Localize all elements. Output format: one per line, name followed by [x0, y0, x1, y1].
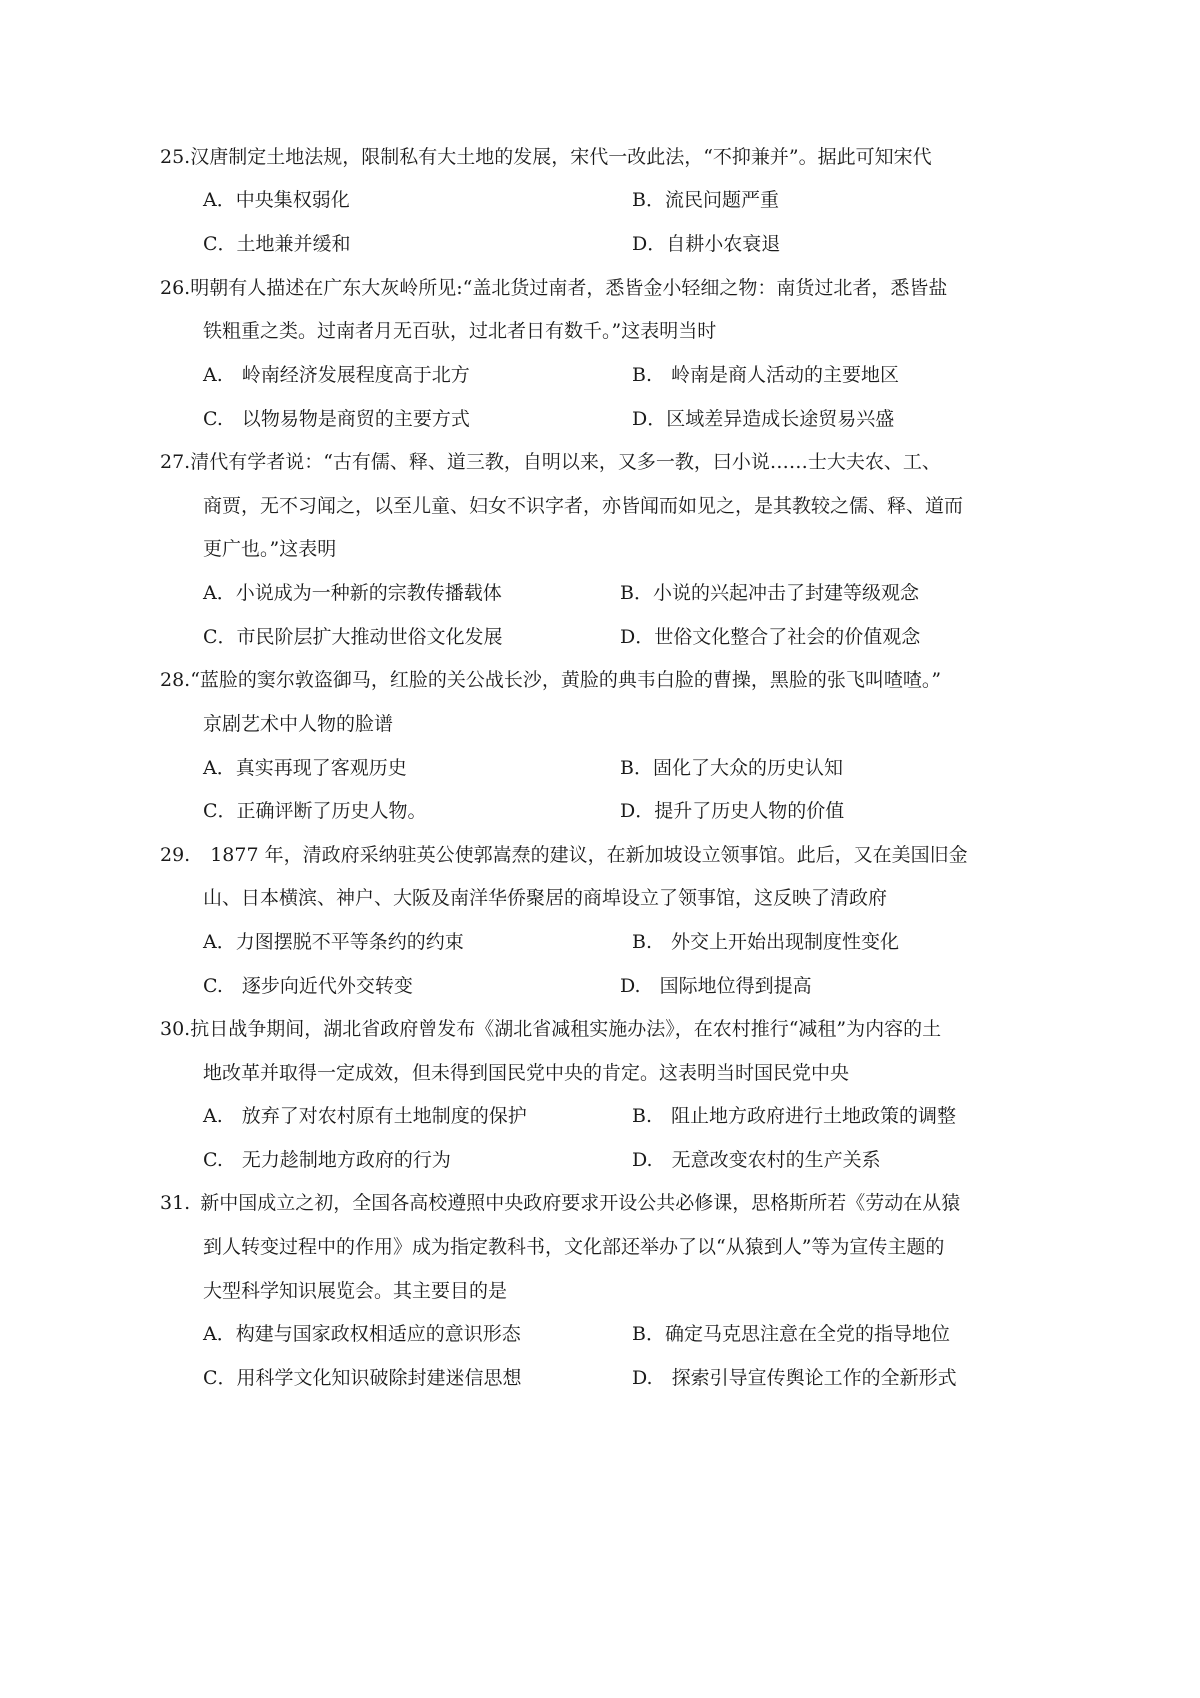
question-25-option-b: B．流民问题严重	[632, 189, 779, 211]
question-26-option-c: C. 以物易物是商贸的主要方式	[203, 408, 470, 430]
question-stem: 抗日战争期间，湖北省政府曾发布《湖北省减租实施办法》，在农村推行“减租”为内容的土	[190, 1018, 942, 1040]
question-number: 25.	[160, 146, 191, 168]
question-stem: 新中国成立之初，全国各高校遵照中央政府要求开设公共必修课，思格斯所若《劳动在从猿	[200, 1192, 961, 1214]
question-29-option-c: C. 逐步向近代外交转变	[203, 975, 413, 997]
question-31-option-c: C．用科学文化知识破除封建迷信思想	[203, 1367, 522, 1389]
question-26-option-a: A. 岭南经济发展程度高于北方	[203, 364, 470, 386]
question-26-option-d: D．区域差异造成长途贸易兴盛	[632, 408, 895, 430]
question-26-line-1	[160, 276, 947, 300]
question-28-option-d: D．提升了历史人物的价值	[620, 800, 845, 822]
question-31-line-2: 到人转变过程中的作用》成为指定教科书，文化部还举办了以“从猿到人”等为宣传主题的	[203, 1236, 945, 1258]
question-number: 28.	[160, 669, 191, 691]
question-31-option-d: D. 探索引导宣传舆论工作的全新形式	[632, 1367, 957, 1389]
question-stem: “蓝脸的窦尔敦盗御马，红脸的关公战长沙，黄脸的典韦白脸的曹操，黑脸的张飞叫喳喳。”	[190, 669, 942, 691]
question-30-option-c: C. 无力趁制地方政府的行为	[203, 1149, 451, 1171]
question-number: 30.	[160, 1018, 191, 1040]
question-number: 31.	[160, 1192, 191, 1214]
question-31-line-3: 大型科学知识展览会。其主要目的是	[203, 1280, 508, 1302]
question-stem: 汉唐制定土地法规，限制私有大土地的发展，宋代一改此法，“不抑兼并”。据此可知宋代	[190, 146, 932, 168]
question-31-line-1	[160, 1191, 960, 1215]
question-28-option-b: B．固化了大众的历史认知	[620, 757, 843, 779]
question-number: 29.	[160, 844, 191, 866]
question-30-option-b: B. 阻止地方政府进行土地政策的调整	[632, 1105, 957, 1127]
question-26-option-b: B. 岭南是商人活动的主要地区	[632, 364, 900, 386]
question-27-option-c: C．市民阶层扩大推动世俗文化发展	[203, 626, 503, 648]
question-29-line-1	[160, 843, 968, 867]
question-25-option-c: C．土地兼并缓和	[203, 233, 351, 255]
question-27-option-a: A．小说成为一种新的宗教传播载体	[203, 582, 502, 604]
question-stem: 清代有学者说：“古有儒、释、道三教，自明以来，又多一教，曰小说……士大夫农、工、	[190, 451, 941, 473]
question-30-option-a: A. 放弃了对农村原有土地制度的保护	[203, 1105, 527, 1127]
question-28-option-a: A．真实再现了客观历史	[203, 757, 407, 779]
question-30-option-d: D. 无意改变农村的生产关系	[632, 1149, 881, 1171]
question-30-line-1	[160, 1017, 941, 1041]
question-stem: 1877 年，清政府采纳驻英公使郭嵩焘的建议，在新加坡设立领事馆。此后，又在美国旧金	[210, 844, 968, 866]
question-27-line-3: 更广也。”这表明	[203, 538, 337, 560]
question-29-option-a: A．力图摆脱不平等条约的约束	[203, 931, 464, 953]
question-29-option-d: D. 国际地位得到提高	[620, 975, 812, 997]
question-27-option-d: D．世俗文化整合了社会的价值观念	[620, 626, 921, 648]
question-28-line-1	[160, 668, 941, 692]
question-27-option-b: B．小说的兴起冲击了封建等级观念	[620, 582, 919, 604]
question-27-line-2: 商贾，无不习闻之，以至儿童、妇女不识字者，亦皆闻而如见之，是其教较之儒、释、道而	[203, 495, 964, 517]
question-29-option-b: B. 外交上开始出现制度性变化	[632, 931, 900, 953]
question-25-option-a: A．中央集权弱化	[203, 189, 350, 211]
question-25-option-d: D．自耕小农衰退	[632, 233, 781, 255]
question-stem: 明朝有人描述在广东大灰岭所见:“盖北货过南者，悉皆金小轻细之物：南货过北者，悉皆盐	[190, 277, 948, 299]
question-26-line-2: 铁粗重之类。过南者月无百驮，过北者日有数千。”这表明当时	[203, 320, 717, 342]
question-28-option-c: C．正确评断了历史人物。	[203, 800, 427, 822]
question-25-line-1	[160, 145, 932, 169]
question-30-line-2: 地改革并取得一定成效，但未得到国民党中央的肯定。这表明当时国民党中央	[203, 1062, 850, 1084]
question-number: 27.	[160, 451, 191, 473]
question-number: 26.	[160, 277, 191, 299]
question-31-option-a: A．构建与国家政权相适应的意识形态	[203, 1323, 521, 1345]
question-28-line-2: 京剧艺术中人物的脸谱	[203, 713, 394, 735]
question-31-option-b: B．确定马克思注意在全党的指导地位	[632, 1323, 950, 1345]
question-29-line-2: 山、日本横滨、神户、大阪及南洋华侨聚居的商埠设立了领事馆，这反映了清政府	[203, 887, 888, 909]
question-27-line-1	[160, 450, 941, 474]
